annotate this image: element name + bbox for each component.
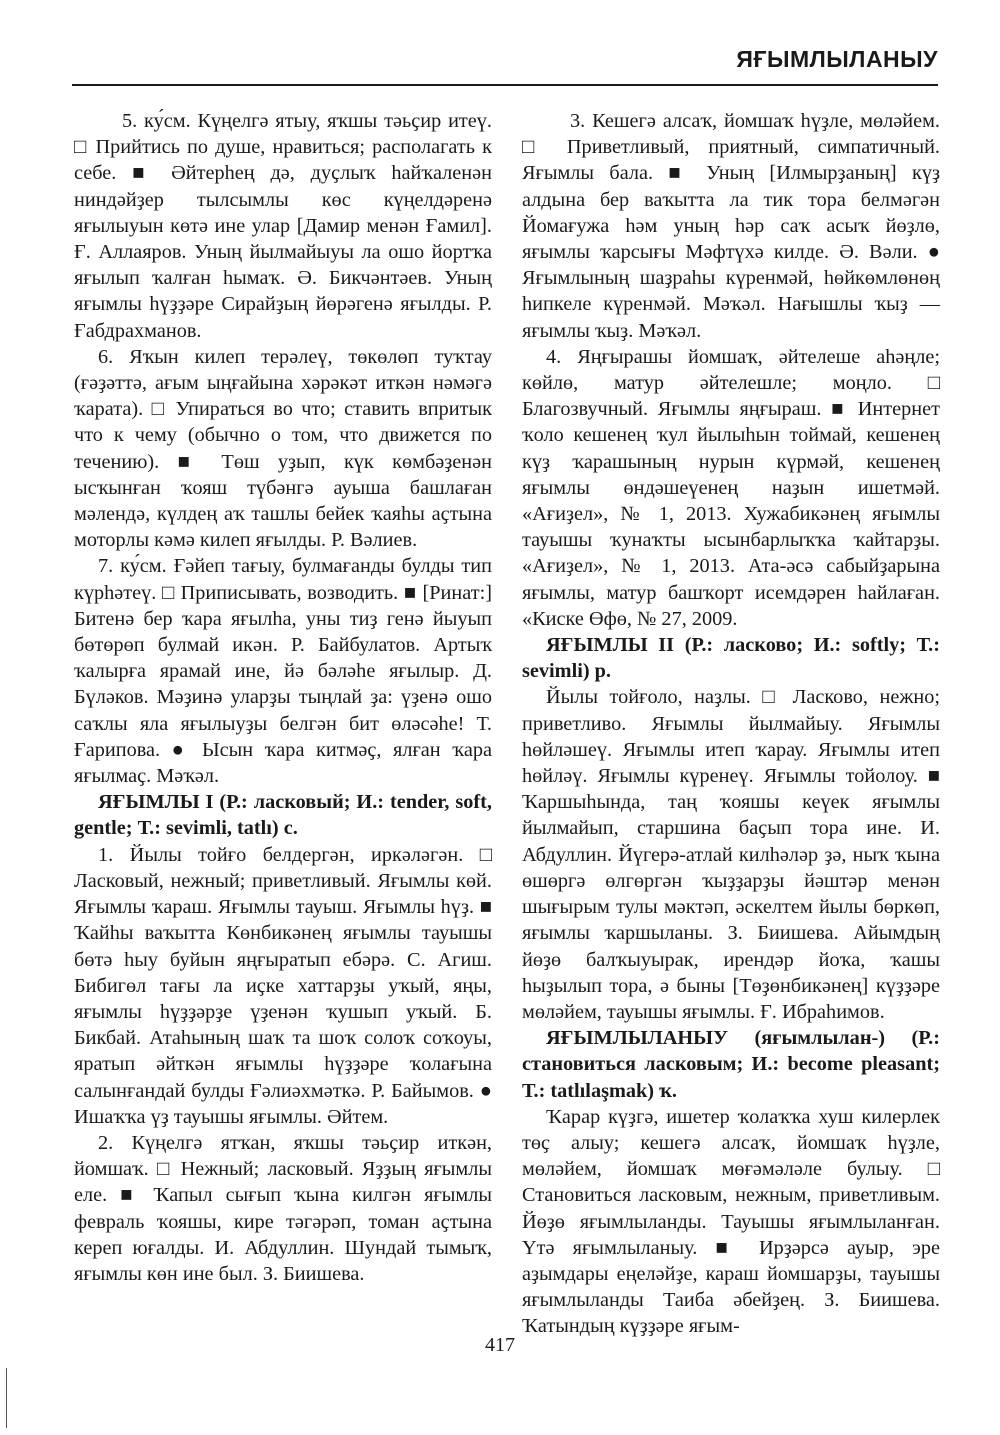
scan-edge-mark (6, 1368, 7, 1428)
headword-yagymlylanyu: ЯҒЫМЛЫЛАНЫУ (яғымлылан-) (Р.: становиться ласковым; И.: become pleasant; Т.: tatlılaşmak) ҡ. (522, 1027, 940, 1102)
left-column (74, 108, 492, 1287)
yagymly-2-definition: Йылы тойғоло, наҙлы. □ Ласково, нежно; приветливо. Яғымлы йылмайыу. Яғымлы һөйләшеү. Яғымлы итеп ҡарау. Яғымлы итеп һөйләү. Яғымлы күренеү. Яғымлы тойолоу. ■ Ҡаршыһында, таң ҡояшы кеүек яғымлы йылмайып, старшина баҫып тора ине. И. Абдуллин. Йүгерә-атлай килһәләр ҙә, ныҡ ҡына өшөргә өлгөргән ҡыҙҙарҙы йәштәр менән шығырым тулы мәктәп, әскелтем йылы бөркөп, яғымлы ҡаршыланы. З. Биишева. Айымдың йөҙө балҡыуырак, ирендәр йоҡа, ҡашы һыҙылып тора, ә быны [Төҙөнбикәнең] күҙҙәре мөләйем, тауышы яғымлы. Ғ. Ибраһимов. (522, 686, 940, 1023)
sense-2-paragraph: 2. Күңелгә ятҡан, яҡшы тәьҫир иткән, йомшаҡ. □ Нежный; ласковый. Яҙҙың яғымлы еле. ■ Ҡапыл сығып ҡына килгән яғымлы февраль ҡояшы, кире тәгәрәп, томан аҫтына кереп юғалды. И. Абдуллин. Шундай тымыҡ, яғымлы көн ине был. З. Биишева. (74, 1131, 492, 1285)
sense-5-paragraph: 5. ку́см. Күңелгә ятыу, яҡшы тәьҫир итеү. □ Прийтись по душе, нравиться; располагать к себе. ■ Әйтерһең дә, дуҫлыҡ һайҡаленән ниндәйҙер тылсымлы көс күңелдәренә яғылыуын көтә ине улар [Дамир менән Ғамил]. Ғ. Аллаяров. Уның йылмайыуы ла ошо йортҡа яғылып ҡалған һымаҡ. Ә. Бикчәнтәев. Уның яғымлы һүҙҙәре Сирайҙың йөрәгенә яғылды. Р. Ғабдрахманов. (74, 110, 492, 342)
sense-1-paragraph: 1. Йылы тойғо белдергән, иркәләгән. □ Ласковый, нежный; приветливый. Яғымлы көй. Яғымлы ҡараш. Яғымлы тауыш. Яғымлы һүҙ. ■ Ҡайһы ваҡытта Көнбикәнең яғымлы тауышы бөтә һыу буйын яңғыратып ебәрә. С. Агиш. Бибигөл тағы ла иҫке хаттарҙы уҡый, яңы, яғымлы һүҙҙәрҙе үҙенән ҡушып уҡый. Б. Бикбай. Атаһының шаҡ та шоҡ солоҡ соҡоуы, яратып әйткән яғымлы һүҙҙәре ҡолағына салынғандай булды Ғәлиәхмәткә. Р. Байымов. ● Ишаҡҡа үҙ тауышы яғымлы. Әйтем. (74, 843, 492, 1128)
page-number: 417 (485, 1334, 515, 1356)
sense-3-paragraph: 3. Кешегә алсаҡ, йомшаҡ һүҙле, мөләйем. □ Приветливый, приятный, симпатичный. Яғымлы бала. ■ Уның [Илмырҙаның] күҙ алдына бер ваҡытта ла тик тора белмәгән Йомағужа һәм уның һәр саҡ асыҡ йөҙлө, яғымлы ҡарсығы Мәфтүхә килде. Ә. Вәли. ● Яғымлының шаҙраһы күренмәй, һөйкөмлөнөң һипкеле күренмәй. Мәҡәл. Нағышлы ҡыҙ — яғымлы ҡыҙ. Мәҡәл. (522, 110, 940, 342)
right-column (522, 108, 940, 1340)
headword-yagymly-1: ЯҒЫМЛЫ I (Р.: ласковый; И.: tender, soft, gentle; Т.: sevimli, tatlı) с. (74, 791, 492, 840)
sense-7-paragraph: 7. ку́см. Ғәйеп тағыу, булмағанды булды тип күрһәтеү. □ Приписывать, возводить. ■ [Ринат:] Битенә бер ҡара яғылһа, уны тиҙ генә йыуып бөтөрөп булмай икән. Р. Байбулатов. Артыҡ ҡалырға ярамай ине, йә бәләһе яғылыр. Д. Бүләков. Мәҙинә уларҙы тыңлай ҙа: үҙенә ошо саҡлы яла яғылыуҙы белгән бит өләсәһе! Т. Ғарипова. ● Ысын ҡара китмәҫ, ялған ҡара яғылмаҫ. Мәҡәл. (74, 555, 492, 788)
yagymlylanyu-definition: Ҡарар күҙгә, ишетер ҡолаҡҡа хуш килерлек төҫ алыу; кешегә алсаҡ, йомшаҡ һүҙле, мөләйем, йомшаҡ мөғәмәләле булыу. □ Становиться ласковым, нежным, приветливым. Йөҙө яғымлыланды. Тауышы яғымлыланған. Үтә яғымлыланыу. ■ Ирҙәрсә ауыр, эре аҙымдары еңеләйҙе, караш йомшарҙы, тауышы яғымлыланды Таиба әбейҙең. З. Биишева. Ҡатындың күҙҙәре яғым- (522, 1105, 940, 1338)
header-rule (72, 84, 938, 86)
running-head: ЯҒЫМЛЫЛАНЫУ (736, 46, 938, 72)
sense-4-paragraph: 4. Яңғырашы йомшаҡ, әйтелеше аһәңле; көйлө, матур әйтелешле; моңло. □ Благозвучный. Яғымлы яңғыраш. ■ Интернет ҡоло кешенең ҡул йылыһын тоймай, кешенең күҙ ҡарашының нурын күрмәй, кешенең яғымлы өндәшеүенең наҙын ишетмәй. «Ағиҙел», № 1, 2013. Хужабикәнең яғымлы тауышы ҡунаҡты ысынбарлыҡҡа ҡайтарҙы. «Ағиҙел», № 1, 2013. Ата-әсә сабыйҙарына яғымлы, матур башҡорт исемдәрен һайлаған. «Киске Өфө, № 27, 2009. (522, 345, 940, 630)
headword-yagymly-2: ЯҒЫМЛЫ II (Р.: ласково; И.: softly; Т.: sevimli) р. (522, 634, 940, 683)
sense-6-paragraph: 6. Яҡын килеп терәлеү, төкөлөп туҡтау (ғәҙәттә, ағым ыңғайына хәрәкәт иткән нәмәгә ҡарата). □ Упираться во что; ставить впритык что к чему (обычно о том, что движется по течению). ■ Төш уҙып, күк көмбәҙенән ысҡынған ҡояш түбәнгә ауыша башлаған мәлендә, күлдең аҡ ташлы бейек ҡаяһы аҫтына моторлы кәмә килеп яғылды. Р. Вәлиев. (74, 345, 492, 552)
